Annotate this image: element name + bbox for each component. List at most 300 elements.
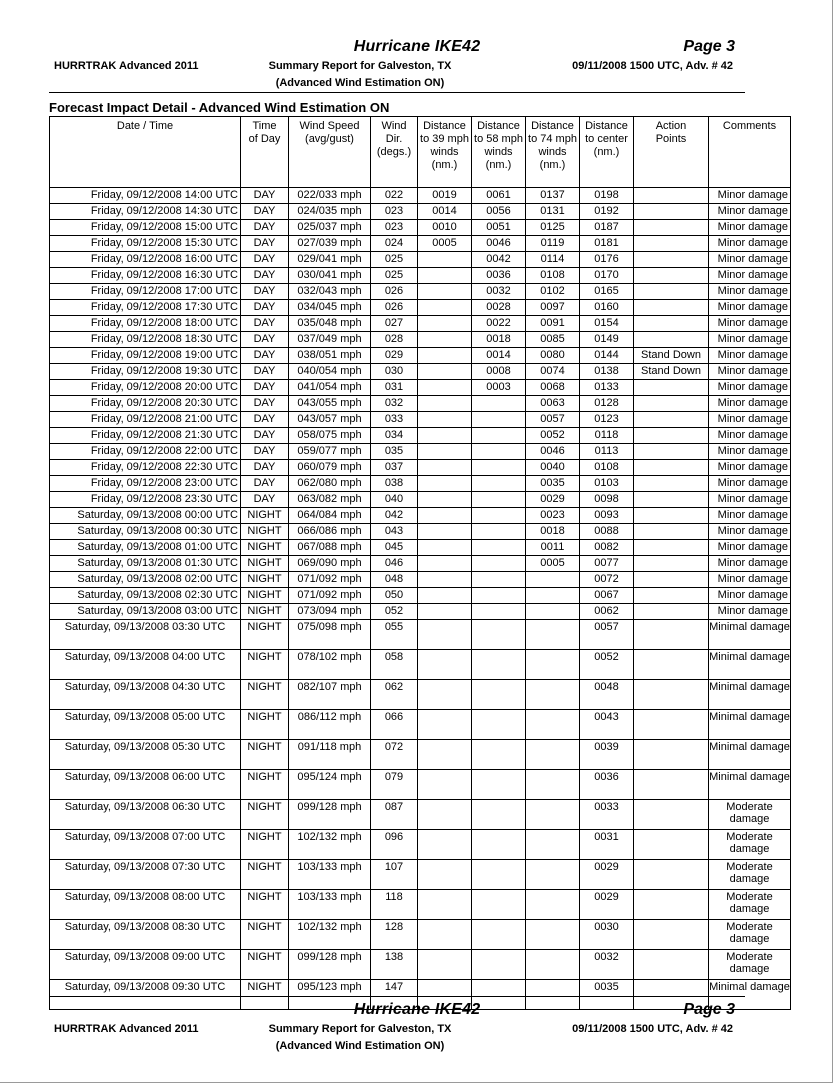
advisory-info: 09/11/2008 1500 UTC, Adv. # 42 <box>572 60 733 72</box>
cell-action-points <box>634 204 709 220</box>
cell-dist-58 <box>472 540 526 556</box>
cell-dist-74 <box>526 650 580 680</box>
table-row <box>50 890 791 920</box>
cell-comments: Minor damage <box>709 492 791 508</box>
cell-dist-39 <box>418 380 472 396</box>
cell-wind-dir: 026 <box>371 284 418 300</box>
cell-comments: Minor damage <box>709 572 791 588</box>
cell-date-time: Saturday, 09/13/2008 08:00 UTC <box>50 890 241 920</box>
cell-time-of-day: DAY <box>241 268 289 284</box>
cell-dist-39: 0010 <box>418 220 472 236</box>
cell-action-points <box>634 460 709 476</box>
cell-comments: Minor damage <box>709 348 791 364</box>
col-dist-center: Distance to center (nm.) <box>580 117 634 188</box>
cell-action-points <box>634 380 709 396</box>
table-row <box>50 316 791 332</box>
cell-dist-39 <box>418 920 472 950</box>
cell-dist-39 <box>418 492 472 508</box>
cell-dist-center: 0032 <box>580 950 634 980</box>
cell-comments: Minor damage <box>709 396 791 412</box>
cell-dist-74 <box>526 710 580 740</box>
table-header-row <box>50 117 791 188</box>
cell-dist-center: 0149 <box>580 332 634 348</box>
cell-action-points <box>634 300 709 316</box>
cell-action-points <box>634 588 709 604</box>
table-row <box>50 710 791 740</box>
cell-time-of-day: DAY <box>241 236 289 252</box>
cell-action-points <box>634 508 709 524</box>
cell-dist-74: 0005 <box>526 556 580 572</box>
cell-action-points <box>634 710 709 740</box>
cell-date-time: Friday, 09/12/2008 21:30 UTC <box>50 428 241 444</box>
cell-dist-center: 0088 <box>580 524 634 540</box>
cell-dist-39 <box>418 588 472 604</box>
cell-wind-dir: 025 <box>371 268 418 284</box>
cell-dist-74: 0097 <box>526 300 580 316</box>
cell-wind-speed: 078/102 mph <box>289 650 371 680</box>
cell-time-of-day: DAY <box>241 380 289 396</box>
table-row <box>50 444 791 460</box>
cell-wind-dir: 128 <box>371 920 418 950</box>
cell-dist-58 <box>472 770 526 800</box>
cell-dist-58 <box>472 680 526 710</box>
cell-dist-58 <box>472 710 526 740</box>
cell-dist-39 <box>418 540 472 556</box>
cell-dist-74 <box>526 860 580 890</box>
cell-wind-speed: 032/043 mph <box>289 284 371 300</box>
cell-comments: Minor damage <box>709 460 791 476</box>
cell-dist-58 <box>472 476 526 492</box>
cell-dist-58: 0014 <box>472 348 526 364</box>
cell-dist-58 <box>472 890 526 920</box>
cell-dist-39: 0019 <box>418 188 472 204</box>
cell-wind-dir: 033 <box>371 412 418 428</box>
footer-product-name: HURRTRAK Advanced 2011 <box>54 1023 199 1035</box>
cell-wind-speed: 066/086 mph <box>289 524 371 540</box>
cell-wind-speed: 075/098 mph <box>289 620 371 650</box>
cell-dist-center: 0160 <box>580 300 634 316</box>
cell-dist-74: 0057 <box>526 412 580 428</box>
cell-dist-center: 0198 <box>580 188 634 204</box>
cell-time-of-day: NIGHT <box>241 830 289 860</box>
cell-date-time: Friday, 09/12/2008 22:00 UTC <box>50 444 241 460</box>
table-row <box>50 800 791 830</box>
cell-date-time: Friday, 09/12/2008 17:00 UTC <box>50 284 241 300</box>
cell-time-of-day: NIGHT <box>241 556 289 572</box>
section-title: Forecast Impact Detail - Advanced Wind Estimation ON <box>49 100 390 115</box>
cell-dist-39 <box>418 268 472 284</box>
cell-date-time: Saturday, 09/13/2008 06:30 UTC <box>50 800 241 830</box>
cell-dist-74: 0068 <box>526 380 580 396</box>
cell-wind-speed: 034/045 mph <box>289 300 371 316</box>
table-row <box>50 476 791 492</box>
cell-comments: Minor damage <box>709 556 791 572</box>
cell-wind-speed: 103/133 mph <box>289 860 371 890</box>
cell-action-points <box>634 396 709 412</box>
cell-time-of-day: NIGHT <box>241 950 289 980</box>
cell-dist-39 <box>418 604 472 620</box>
cell-comments: Minor damage <box>709 588 791 604</box>
cell-dist-58 <box>472 740 526 770</box>
cell-dist-58 <box>472 588 526 604</box>
cell-wind-speed: 067/088 mph <box>289 540 371 556</box>
cell-dist-74: 0119 <box>526 236 580 252</box>
cell-dist-39 <box>418 444 472 460</box>
cell-dist-39 <box>418 680 472 710</box>
cell-dist-center: 0057 <box>580 620 634 650</box>
cell-dist-center: 0082 <box>580 540 634 556</box>
cell-date-time: Saturday, 09/13/2008 00:00 UTC <box>50 508 241 524</box>
cell-time-of-day: NIGHT <box>241 980 289 1010</box>
cell-time-of-day: NIGHT <box>241 588 289 604</box>
cell-action-points <box>634 920 709 950</box>
cell-dist-39 <box>418 460 472 476</box>
cell-wind-speed: 071/092 mph <box>289 588 371 604</box>
cell-action-points <box>634 740 709 770</box>
cell-wind-speed: 095/123 mph <box>289 980 371 1010</box>
cell-dist-center: 0048 <box>580 680 634 710</box>
cell-wind-speed: 103/133 mph <box>289 890 371 920</box>
footer-advisory-info: 09/11/2008 1500 UTC, Adv. # 42 <box>572 1023 733 1035</box>
cell-action-points <box>634 890 709 920</box>
cell-dist-center: 0113 <box>580 444 634 460</box>
cell-wind-dir: 022 <box>371 188 418 204</box>
cell-wind-dir: 072 <box>371 740 418 770</box>
cell-wind-speed: 071/092 mph <box>289 572 371 588</box>
cell-comments: Minor damage <box>709 220 791 236</box>
table-row <box>50 860 791 890</box>
cell-wind-dir: 045 <box>371 540 418 556</box>
cell-dist-74: 0091 <box>526 316 580 332</box>
cell-dist-center: 0029 <box>580 890 634 920</box>
table-row <box>50 364 791 380</box>
cell-dist-74: 0011 <box>526 540 580 556</box>
cell-action-points <box>634 428 709 444</box>
cell-dist-58: 0056 <box>472 204 526 220</box>
cell-dist-74: 0131 <box>526 204 580 220</box>
cell-action-points <box>634 268 709 284</box>
table-row <box>50 740 791 770</box>
cell-dist-center: 0043 <box>580 710 634 740</box>
cell-dist-58: 0003 <box>472 380 526 396</box>
cell-comments: Moderate damage <box>709 950 791 980</box>
cell-date-time: Saturday, 09/13/2008 09:30 UTC <box>50 980 241 1010</box>
cell-date-time: Saturday, 09/13/2008 06:00 UTC <box>50 770 241 800</box>
cell-comments: Minor damage <box>709 236 791 252</box>
cell-dist-74: 0018 <box>526 524 580 540</box>
cell-time-of-day: DAY <box>241 332 289 348</box>
cell-wind-speed: 095/124 mph <box>289 770 371 800</box>
cell-dist-center: 0052 <box>580 650 634 680</box>
cell-wind-dir: 042 <box>371 508 418 524</box>
cell-comments: Moderate damage <box>709 800 791 830</box>
col-time-of-day: Time of Day <box>241 117 289 188</box>
footer-subtitle: Summary Report for Galveston, TX <box>268 1023 452 1035</box>
cell-dist-center: 0098 <box>580 492 634 508</box>
table-row <box>50 332 791 348</box>
cell-comments: Minimal damage <box>709 710 791 740</box>
cell-wind-dir: 025 <box>371 252 418 268</box>
cell-dist-center: 0138 <box>580 364 634 380</box>
table-row <box>50 770 791 800</box>
cell-time-of-day: DAY <box>241 444 289 460</box>
cell-dist-39 <box>418 620 472 650</box>
cell-wind-speed: 063/082 mph <box>289 492 371 508</box>
cell-dist-39 <box>418 830 472 860</box>
cell-dist-58: 0042 <box>472 252 526 268</box>
cell-action-points <box>634 492 709 508</box>
footer-title: Hurricane IKE42 <box>353 1001 481 1018</box>
cell-dist-74: 0052 <box>526 428 580 444</box>
cell-dist-center: 0165 <box>580 284 634 300</box>
cell-action-points <box>634 316 709 332</box>
cell-dist-58: 0028 <box>472 300 526 316</box>
cell-date-time: Friday, 09/12/2008 18:00 UTC <box>50 316 241 332</box>
cell-dist-74: 0040 <box>526 460 580 476</box>
table-row <box>50 950 791 980</box>
col-wind-speed: Wind Speed (avg/gust) <box>289 117 371 188</box>
cell-wind-dir: 026 <box>371 300 418 316</box>
table-row <box>50 650 791 680</box>
cell-dist-39 <box>418 710 472 740</box>
cell-dist-58: 0032 <box>472 284 526 300</box>
col-dist-74: Distance to 74 mph winds (nm.) <box>526 117 580 188</box>
cell-wind-dir: 031 <box>371 380 418 396</box>
cell-action-points <box>634 188 709 204</box>
cell-comments: Minor damage <box>709 332 791 348</box>
cell-time-of-day: NIGHT <box>241 680 289 710</box>
cell-dist-58 <box>472 444 526 460</box>
cell-comments: Minor damage <box>709 316 791 332</box>
cell-time-of-day: NIGHT <box>241 572 289 588</box>
cell-comments: Moderate damage <box>709 920 791 950</box>
cell-wind-speed: 022/033 mph <box>289 188 371 204</box>
cell-wind-speed: 091/118 mph <box>289 740 371 770</box>
cell-dist-74: 0125 <box>526 220 580 236</box>
cell-dist-39 <box>418 476 472 492</box>
cell-dist-58: 0008 <box>472 364 526 380</box>
cell-date-time: Saturday, 09/13/2008 01:00 UTC <box>50 540 241 556</box>
cell-dist-58 <box>472 412 526 428</box>
table-row <box>50 604 791 620</box>
cell-dist-74: 0035 <box>526 476 580 492</box>
table-row <box>50 460 791 476</box>
cell-comments: Minor damage <box>709 380 791 396</box>
cell-time-of-day: DAY <box>241 204 289 220</box>
cell-wind-dir: 096 <box>371 830 418 860</box>
cell-dist-74 <box>526 920 580 950</box>
cell-action-points <box>634 220 709 236</box>
cell-dist-39 <box>418 770 472 800</box>
cell-comments: Moderate damage <box>709 860 791 890</box>
cell-dist-58 <box>472 604 526 620</box>
cell-date-time: Saturday, 09/13/2008 00:30 UTC <box>50 524 241 540</box>
cell-comments: Minor damage <box>709 364 791 380</box>
cell-wind-dir: 055 <box>371 620 418 650</box>
cell-dist-74 <box>526 680 580 710</box>
table-row <box>50 556 791 572</box>
cell-time-of-day: DAY <box>241 284 289 300</box>
cell-time-of-day: DAY <box>241 396 289 412</box>
table-row <box>50 204 791 220</box>
cell-dist-39 <box>418 800 472 830</box>
cell-dist-39 <box>418 740 472 770</box>
footer-subtitle-2: (Advanced Wind Estimation ON) <box>275 1040 445 1052</box>
cell-dist-74: 0074 <box>526 364 580 380</box>
cell-dist-74: 0029 <box>526 492 580 508</box>
cell-dist-74 <box>526 604 580 620</box>
cell-action-points <box>634 332 709 348</box>
cell-time-of-day: NIGHT <box>241 710 289 740</box>
cell-date-time: Saturday, 09/13/2008 01:30 UTC <box>50 556 241 572</box>
cell-date-time: Friday, 09/12/2008 15:30 UTC <box>50 236 241 252</box>
cell-comments: Minor damage <box>709 204 791 220</box>
cell-wind-dir: 030 <box>371 364 418 380</box>
cell-dist-center: 0118 <box>580 428 634 444</box>
cell-action-points <box>634 524 709 540</box>
cell-time-of-day: DAY <box>241 492 289 508</box>
cell-dist-58: 0022 <box>472 316 526 332</box>
cell-dist-74 <box>526 740 580 770</box>
cell-wind-dir: 147 <box>371 980 418 1010</box>
cell-wind-speed: 037/049 mph <box>289 332 371 348</box>
cell-wind-dir: 029 <box>371 348 418 364</box>
cell-dist-39 <box>418 508 472 524</box>
cell-wind-dir: 043 <box>371 524 418 540</box>
cell-wind-dir: 052 <box>371 604 418 620</box>
cell-time-of-day: NIGHT <box>241 770 289 800</box>
cell-dist-39 <box>418 524 472 540</box>
cell-dist-center: 0108 <box>580 460 634 476</box>
col-date-time: Date / Time <box>50 117 241 188</box>
cell-dist-58 <box>472 800 526 830</box>
cell-dist-39 <box>418 412 472 428</box>
cell-dist-74 <box>526 830 580 860</box>
cell-dist-74: 0085 <box>526 332 580 348</box>
cell-dist-39 <box>418 396 472 412</box>
cell-comments: Moderate damage <box>709 890 791 920</box>
cell-action-points <box>634 770 709 800</box>
cell-comments: Minimal damage <box>709 620 791 650</box>
cell-date-time: Saturday, 09/13/2008 02:00 UTC <box>50 572 241 588</box>
cell-dist-39 <box>418 572 472 588</box>
cell-date-time: Friday, 09/12/2008 20:00 UTC <box>50 380 241 396</box>
table-row <box>50 920 791 950</box>
cell-dist-74: 0023 <box>526 508 580 524</box>
table-row <box>50 492 791 508</box>
cell-date-time: Friday, 09/12/2008 16:30 UTC <box>50 268 241 284</box>
cell-action-points <box>634 572 709 588</box>
cell-action-points <box>634 860 709 890</box>
cell-dist-39 <box>418 348 472 364</box>
cell-action-points <box>634 556 709 572</box>
cell-dist-center: 0072 <box>580 572 634 588</box>
cell-wind-speed: 035/048 mph <box>289 316 371 332</box>
cell-time-of-day: DAY <box>241 188 289 204</box>
cell-dist-58: 0036 <box>472 268 526 284</box>
table-row <box>50 412 791 428</box>
cell-date-time: Friday, 09/12/2008 19:30 UTC <box>50 364 241 380</box>
cell-action-points <box>634 444 709 460</box>
cell-wind-dir: 038 <box>371 476 418 492</box>
table-row <box>50 348 791 364</box>
table-row <box>50 220 791 236</box>
cell-dist-58: 0046 <box>472 236 526 252</box>
cell-action-points: Stand Down <box>634 364 709 380</box>
col-action-points: Action Points <box>634 117 709 188</box>
cell-dist-39 <box>418 284 472 300</box>
cell-time-of-day: DAY <box>241 348 289 364</box>
cell-dist-39 <box>418 556 472 572</box>
cell-comments: Minor damage <box>709 268 791 284</box>
cell-dist-74 <box>526 800 580 830</box>
cell-wind-dir: 118 <box>371 890 418 920</box>
cell-dist-39 <box>418 332 472 348</box>
cell-dist-58 <box>472 524 526 540</box>
cell-dist-58 <box>472 830 526 860</box>
cell-dist-74 <box>526 770 580 800</box>
table-row <box>50 588 791 604</box>
footer-divider <box>49 996 745 997</box>
cell-dist-center: 0128 <box>580 396 634 412</box>
cell-dist-74: 0137 <box>526 188 580 204</box>
cell-date-time: Friday, 09/12/2008 14:30 UTC <box>50 204 241 220</box>
table-row <box>50 620 791 650</box>
cell-dist-center: 0181 <box>580 236 634 252</box>
cell-date-time: Friday, 09/12/2008 23:00 UTC <box>50 476 241 492</box>
table-row <box>50 396 791 412</box>
cell-dist-center: 0192 <box>580 204 634 220</box>
cell-action-points <box>634 950 709 980</box>
cell-time-of-day: NIGHT <box>241 740 289 770</box>
cell-dist-center: 0176 <box>580 252 634 268</box>
cell-wind-dir: 046 <box>371 556 418 572</box>
cell-action-points <box>634 680 709 710</box>
cell-comments: Minimal damage <box>709 740 791 770</box>
cell-wind-speed: 059/077 mph <box>289 444 371 460</box>
cell-time-of-day: NIGHT <box>241 800 289 830</box>
cell-date-time: Friday, 09/12/2008 17:30 UTC <box>50 300 241 316</box>
cell-time-of-day: NIGHT <box>241 860 289 890</box>
cell-wind-dir: 107 <box>371 860 418 890</box>
col-dist-58: Distance to 58 mph winds (nm.) <box>472 117 526 188</box>
cell-wind-speed: 099/128 mph <box>289 800 371 830</box>
cell-action-points <box>634 476 709 492</box>
cell-dist-74: 0108 <box>526 268 580 284</box>
cell-wind-speed: 064/084 mph <box>289 508 371 524</box>
cell-dist-center: 0154 <box>580 316 634 332</box>
cell-wind-dir: 037 <box>371 460 418 476</box>
cell-date-time: Saturday, 09/13/2008 05:00 UTC <box>50 710 241 740</box>
cell-wind-speed: 029/041 mph <box>289 252 371 268</box>
cell-action-points <box>634 252 709 268</box>
cell-comments: Minimal damage <box>709 980 791 1010</box>
cell-dist-center: 0103 <box>580 476 634 492</box>
cell-dist-58 <box>472 460 526 476</box>
cell-wind-speed: 060/079 mph <box>289 460 371 476</box>
cell-dist-center: 0093 <box>580 508 634 524</box>
col-comments: Comments <box>709 117 791 188</box>
cell-date-time: Friday, 09/12/2008 15:00 UTC <box>50 220 241 236</box>
cell-date-time: Friday, 09/12/2008 16:00 UTC <box>50 252 241 268</box>
cell-dist-74: 0114 <box>526 252 580 268</box>
table-row <box>50 428 791 444</box>
report-subtitle: Summary Report for Galveston, TX <box>268 60 452 72</box>
cell-wind-dir: 027 <box>371 316 418 332</box>
cell-date-time: Saturday, 09/13/2008 07:00 UTC <box>50 830 241 860</box>
cell-date-time: Friday, 09/12/2008 18:30 UTC <box>50 332 241 348</box>
cell-wind-dir: 048 <box>371 572 418 588</box>
